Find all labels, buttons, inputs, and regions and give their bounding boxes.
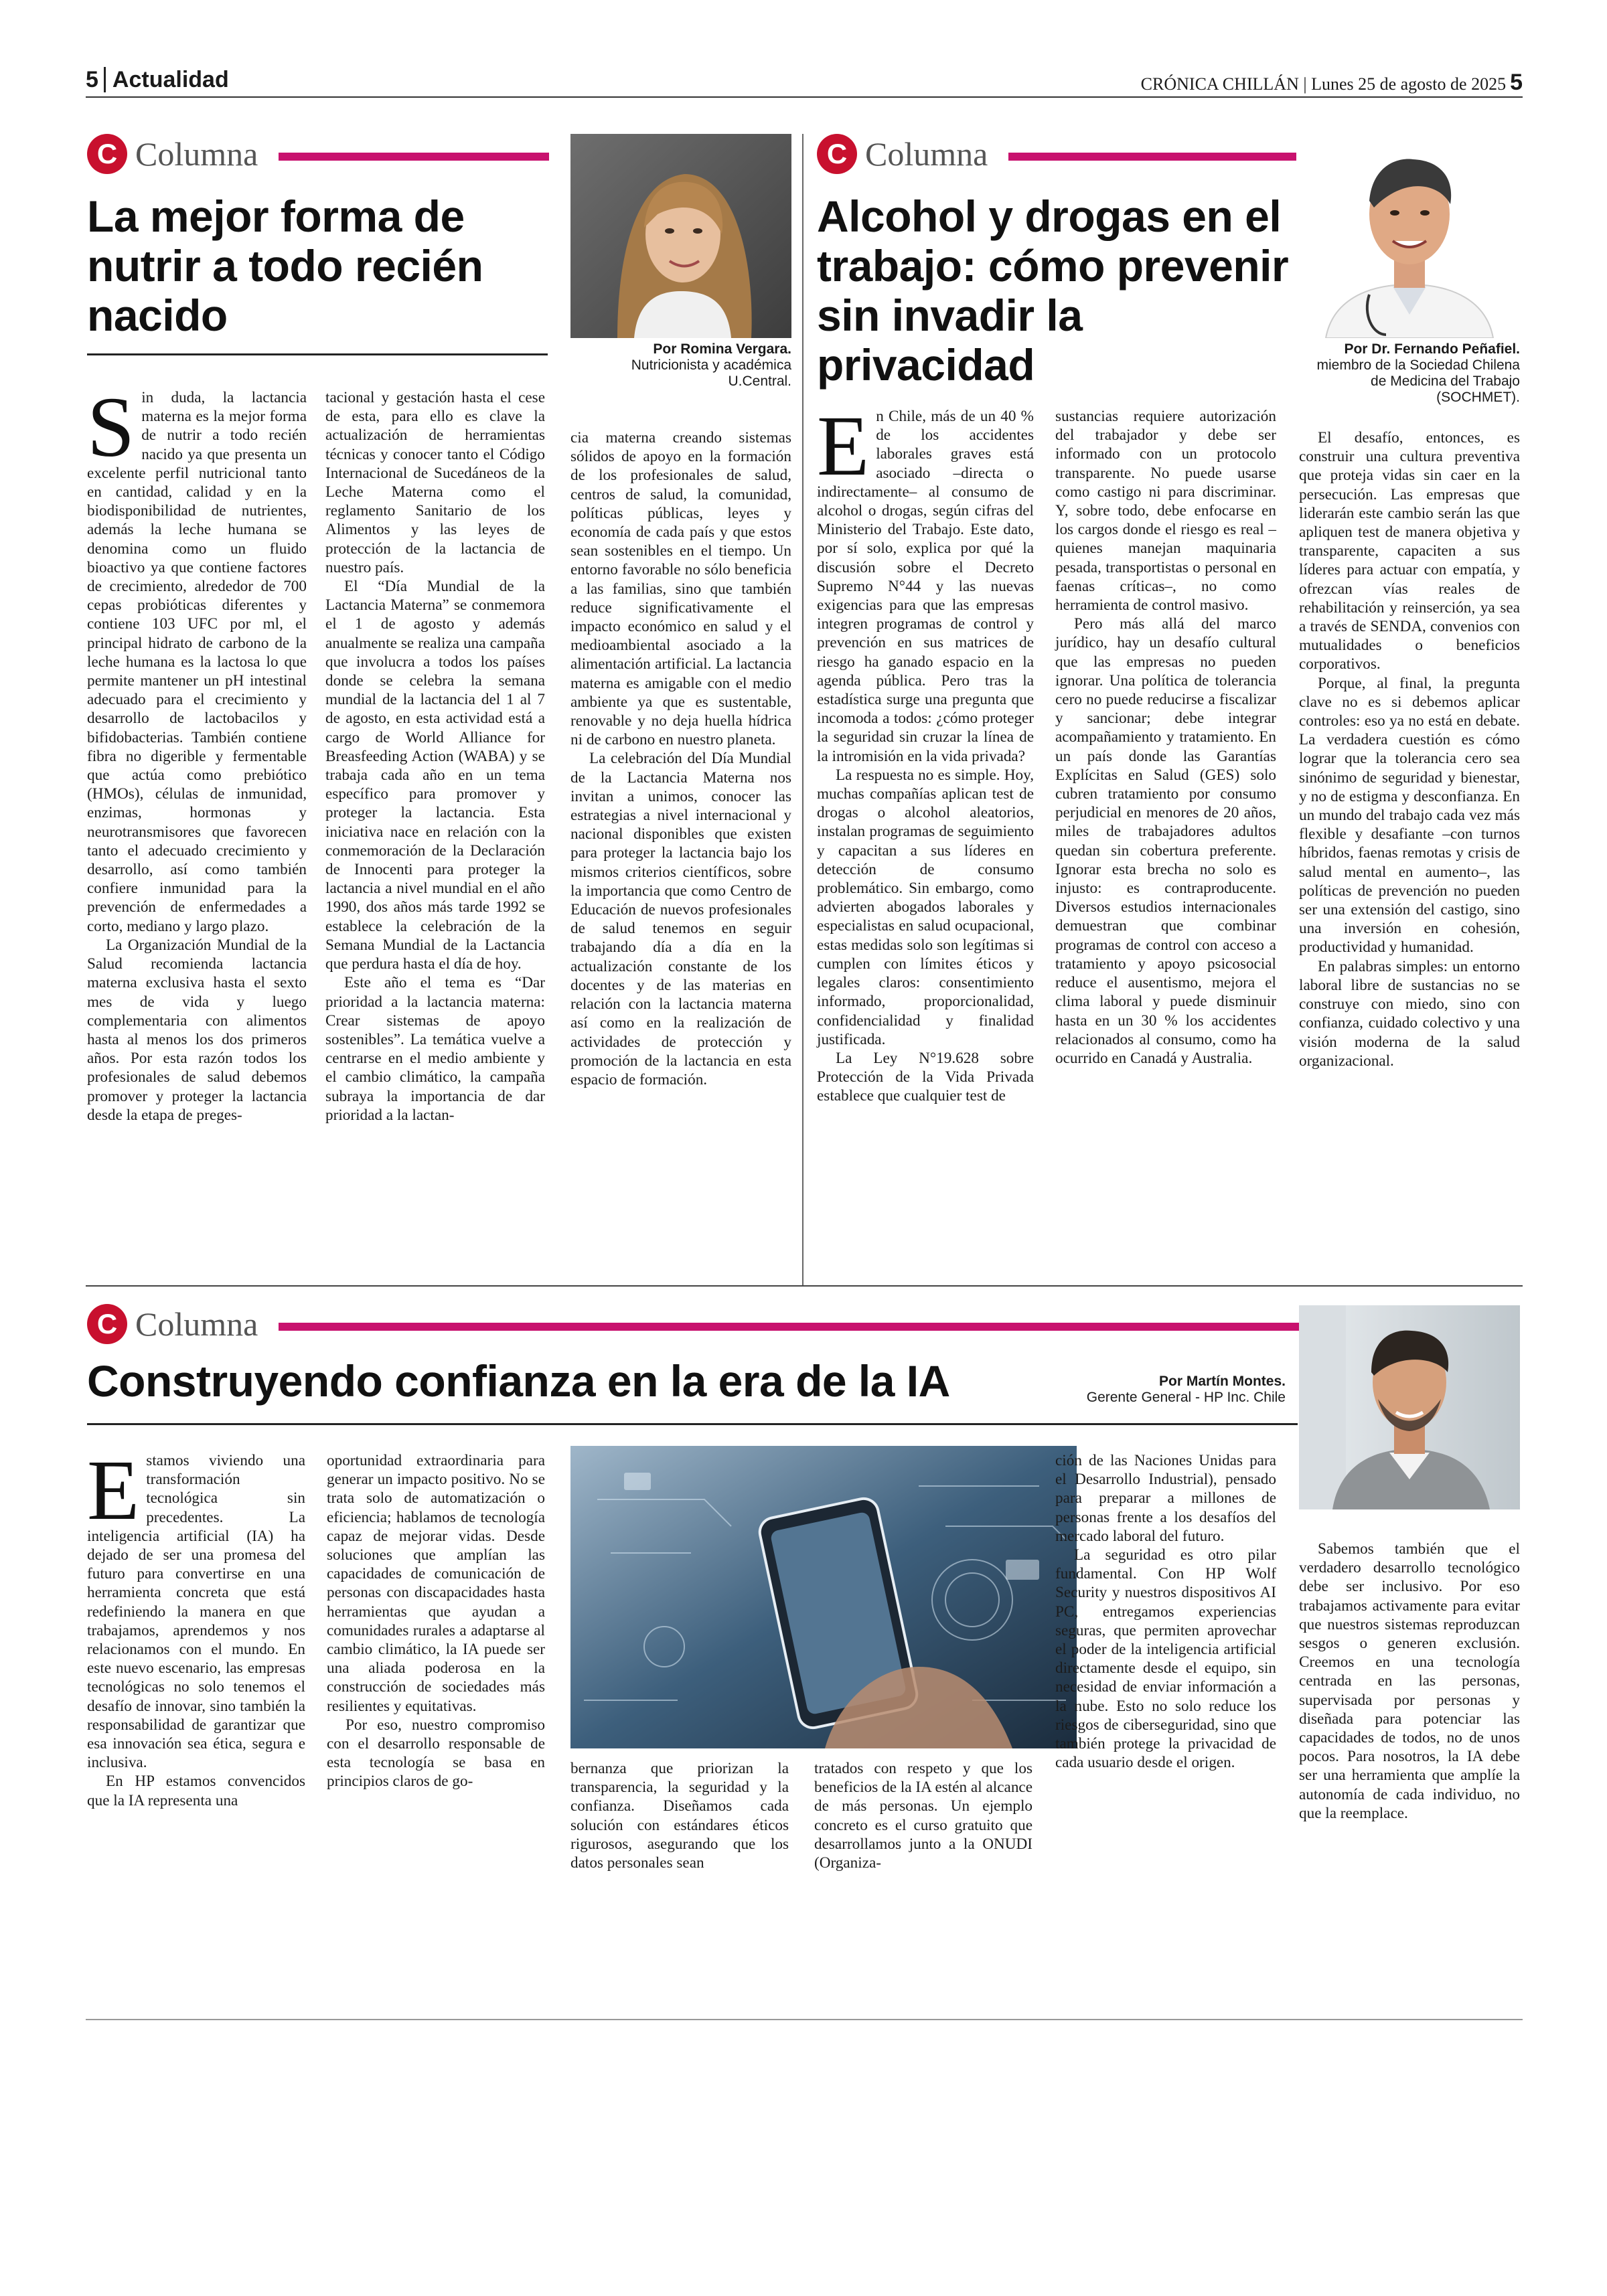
paragraph: Este año el tema es “Dar prioridad a la lactancia materna: Crear sistemas de apoyo sostenibles”. La temática vuelve a centrarse en el medio ambiente y el cambio climático, la campaña subraya la importancia de dar prioridad a la lactan- <box>325 974 545 1124</box>
page-number: 5 <box>86 67 98 92</box>
paragraph: cia materna creando sistemas sólidos de apoyo en la formación de los profesionales de salud, centros de salud, la comunidad, políticas públicas, leyes y economía de cada país y que estos sean sostenibles en el tiempo. Un entorno favorable no sólo beneficia a las familias, sino que también reduce significativamente el impacto económico en salud y el medioambiental asociado a la alimentación artificial. La lactancia materna es amigable con el medio ambiente ya que es sustentable, renovable y no deja huella hídrica ni de carbono en nuestro planeta. <box>570 429 791 749</box>
paragraph: in duda, la lactancia materna es la mejor forma de nutrir a todo recién nacido ya que presenta un excelente perfil nutricional tanto en cantidad, calidad y en la biodisponibilidad de nutrientes, además la leche humana se denomina como un fluido bioactivo ya que contiene factores de crecimiento, alrededor de 700 cepas probióticas diferentes y contiene 103 UFC por ml, el principal hidrato de carbono de la leche humana es la lactosa lo que permite mantener un pH intestinal adecuado para el crecimiento y desarrollo de lactobacilos y bifidobacterias. También contiene fibra no digerible y fermentable que actúa como prebiótico (HMOs), células de inmunidad, enzimas, hormonas y neurotransmisores que favorecen tanto el adecuado crecimiento y desarrollo, así como también confiere inmunidad para la prevención de enfermedades a corto, mediano y largo plazo. <box>87 389 307 935</box>
article3-author-role: Gerente General - HP Inc. Chile <box>1086 1390 1286 1405</box>
paragraph: Porque, al final, la pregunta clave no es si debemos aplicar controles: eso ya no está en debate. La verdadera cuestión es cómo lograr que la tolerancia cero sea sinónimo de seguridad y bienestar, y no de estigma y desconfianza. En un mundo del trabajo cada vez más flexible y desafiante –con turnos híbridos, faenas remotas y crisis de salud mental en aumento–, las políticas de prevención no pueden ser una extensión del castigo, sino una inversión en cohesión, productividad y humanidad. <box>1299 674 1520 957</box>
paragraph: El “Día Mundial de la Lactancia Materna” se conmemora el 1 de agosto y además anualmente se realiza una campaña que involucra a todos los países donde se celebra la semana mundial de la lactancia del 1 al 7 de agosto, en esta actividad está a cargo de World Alliance for Breasfeeding Action (WABA) y se trabaja cada año en un tema específico para promover y proteger la lactancia. Esta iniciativa nace en relación con la conmemoración de la Declaración de Innocenti para proteger la lactancia a nivel mundial en el año 1990, dos años más tarde 1992 se establece la celebración de la Semana Mundial de la Lactancia que perdura hasta el día de hoy. <box>325 578 545 973</box>
section-name: Actualidad <box>104 67 229 92</box>
header-left <box>86 67 229 93</box>
article2-dropcap: E <box>817 398 870 493</box>
newspaper-name: CRÓNICA CHILLÁN <box>1140 74 1299 94</box>
article3-dropcap: E <box>87 1443 140 1538</box>
paragraph: La seguridad es otro pilar fundamental. Con HP Wolf Security y nuestros dispositivos AI PC, entregamos experiencias seguras, que permiten aprovechar el poder de la inteligencia artificial directamente desde el equipo, sin necesidad de enviar información a la nube. Esto no solo reduce los riesgos de ciberseguridad, sino que también protege la privacidad de cada usuario desde el origen. <box>1055 1546 1276 1772</box>
article1-title-rule <box>87 353 548 355</box>
article3-title-rule <box>87 1423 1298 1425</box>
column-badge: C <box>817 134 857 174</box>
paragraph: n Chile, más de un 40 % de los accidentes laborales graves está asociado –directa o indirectamente– al consumo de alcohol o drogas, según cifras del Ministerio del Trabajo. Este dato, por sí solo, explica por qué la discusión sobre el Decreto Supremo N°44 y las nuevas exigencias para que las empresas integren programas de control y prevención en sus matrices de riesgo ha ganado espacio en la agenda pública. Pero tras la estadística surge una pregunta que incomoda a todos: ¿cómo proteger la seguridad sin cruzar la línea de la intromisión en la vida privada? <box>817 408 1034 765</box>
paragraph: tratados con respeto y que los beneficios de la IA estén al alcance de más personas. Un ejemplo concreto es el curso gratuito que desarrollamos junto a la ONUDI (Organiza- <box>814 1760 1032 1872</box>
paragraph: ción de las Naciones Unidas para el Desarrollo Industrial), pensado para preparar a millones de personas frente a los desafíos del mercado laboral del futuro. <box>1055 1452 1276 1545</box>
section-separator <box>86 1285 1523 1287</box>
article1-author: Por Romina Vergara. <box>653 341 791 357</box>
issue-date: Lunes 25 de agosto de 2025 <box>1311 74 1507 94</box>
column-accent-line-2 <box>1008 153 1296 161</box>
footer-rule <box>86 2019 1523 2020</box>
article3-author: Por Martín Montes. <box>1158 1374 1286 1389</box>
article2-byline <box>1299 341 1520 406</box>
paragraph: La celebración del Día Mundial de la Lactancia Materna nos invitan a unimos, conocer las estrategias a nivel internacional y nacional disponibles que existen para proteger la lactancia bajo los mismos criterios científicos, sobre la importancia que como Centro de Educación de nuevos profesionales de salud tenemos en seguir trabajando día a día en la actualización constante de los docentes y de las materias en relación con la lactancia materna así como en la realización de actividades de protección y promoción de la lactancia en esta espacio de formación. <box>570 750 791 1088</box>
paragraph: bernanza que priorizan la transparencia, la seguridad y la confianza. Diseñamos cada solución con estándares éticos rigurosos, asegurando que los datos personales sean <box>570 1760 789 1872</box>
article2-author-photo <box>1299 134 1520 338</box>
article3-col5 <box>1055 1451 1276 1772</box>
paragraph: Por eso, nuestro compromiso con el desarrollo responsable de esta tecnología se basa en principios claros de go- <box>327 1716 545 1791</box>
article3-col2 <box>327 1451 545 1791</box>
paragraph: tacional y gestación hasta el cese de esta, para ello es clave la actualización de herramientas técnicas y conocer tanto el Código Internacional de Sucedáneos de la Leche Materna como el reglamento Sanitario de los Alimentos y las leyes de protección de la lactancia de nuestro país. <box>325 389 545 576</box>
column-badge: C <box>87 1304 127 1344</box>
article3-title: Construyendo confianza en la era de la IA <box>87 1356 950 1406</box>
article1-col3 <box>570 428 791 1089</box>
article3-author-photo <box>1299 1305 1520 1509</box>
article1-col2 <box>325 388 545 1125</box>
paragraph: sustancias requiere autorización del trabajador y debe ser informado con un protocolo transparente. No puede usarse como castigo ni para discriminar. Y, sobre todo, debe enfocarse en los cargos donde el riesgo es real –quienes manejan maquinaria pesada, transportistas o personal en faenas críticas–, no como herramienta de control masivo. <box>1055 408 1276 614</box>
article3-col3 <box>570 1759 789 1872</box>
header-right: CRÓNICA CHILLÁN | Lunes 25 de agosto de 2025 5 <box>1140 70 1523 95</box>
column-label: Columna <box>865 135 988 173</box>
paragraph: En palabras simples: un entorno laboral libre de sustancias no se construye con miedo, sino con confianza, cuidado colectivo y una visión moderna de la salud organizacional. <box>1299 957 1520 1070</box>
paragraph: La Ley N°19.628 sobre Protección de la Vida Privada establece que cualquier test de <box>817 1049 1034 1105</box>
column-label: Columna <box>135 1305 258 1343</box>
article1-author-role: Nutricionista y académica U.Central. <box>631 357 791 389</box>
article2-author-role: miembro de la Sociedad Chilena de Medicina del Trabajo (SOCHMET). <box>1316 357 1520 405</box>
article2-author: Por Dr. Fernando Peñafiel. <box>1344 341 1520 357</box>
column-separator <box>802 134 804 1285</box>
column-badge: C <box>87 134 127 174</box>
paragraph: stamos viviendo una transformación tecnológica sin precedentes. La inteligencia artificial (IA) ha dejado de ser una promesa del futuro para convertirse en una herramienta concreta que está redefiniendo la manera en que trabajamos, aprendemos y nos relacionamos con el mundo. En este nuevo escenario, las empresas tecnológicas no solo tenemos el desafío de innovar, sino también la responsabilidad de garantizar que esa innovación sea ética, segura e inclusiva. <box>87 1452 305 1772</box>
article3-byline <box>1004 1374 1286 1406</box>
paragraph: En HP estamos convencidos que la IA representa una <box>87 1773 305 1809</box>
column-accent-line-1 <box>279 153 549 161</box>
paragraph: La Organización Mundial de la Salud recomienda lactancia materna exclusiva hasta el sexto mes de vida y luego complementaria con alimentos hasta al menos los dos primeros años. Por esta razón todos los profesionales de salud debemos promover y proteger la lactancia desde la etapa de preges- <box>87 936 307 1124</box>
article1-dropcap: S <box>87 380 135 475</box>
column-marker-1 <box>87 134 258 174</box>
paragraph: Sabemos también que el verdadero desarrollo tecnológico debe ser inclusivo. Por eso trabajamos activamente para evitar que nuestros sistemas reproduzcan sesgos o generen exclusión. Creemos en una tecnología centrada en las personas, supervisada por personas y diseñada para potenciar las capacidades de todos, no de unos pocos. Para nosotros, la IA debe ser una herramienta que amplíe la autonomía de cada individuo, no que la reemplace. <box>1299 1540 1520 1822</box>
article1-col1 <box>87 380 307 1125</box>
paragraph: La respuesta no es simple. Hoy, muchas compañías aplican test de drogas o alcohol aleatorios, instalan programas de seguimiento y capacitan a sus líderes en detección de consumo problemático. Sin embargo, como advierten abogados laborales y especialistas en salud ocupacional, estas medidas solo son legítimas si cumplen con límites éticos y legales claros: consentimiento informado, proporcionalidad, confidencialidad y finalidad justificada. <box>817 766 1034 1048</box>
article3-col6 <box>1299 1540 1520 1823</box>
article2-col3 <box>1299 428 1520 1070</box>
column-label: Columna <box>135 135 258 173</box>
article1-author-photo <box>570 134 791 338</box>
column-marker-3 <box>87 1304 258 1344</box>
column-marker-2 <box>817 134 988 174</box>
article2-col1 <box>817 398 1034 1106</box>
paragraph: Pero más allá del marco jurídico, hay un desafío cultural que las empresas no pueden ignorar. Una política de tolerancia cero no puede reducirse a fiscalizar y sancionar; debe integrar acompañamiento y tratamiento. En un país donde las Garantías Explícitas en Salud (GES) solo cubren tratamiento por consumo perjudicial en menores de 20 años, miles de trabajadores adultos quedan sin cobertura preferente. Ignorar esta brecha no solo es injusto: es contraproducente. Diversos estudios internacionales demuestran que combinar programas de control con acceso a tratamiento y apoyo psicosocial reduce el ausentismo, mejora el clima laboral y puede disminuir hasta en un 30 % los accidentes relacionados al consumo, como ha ocurrido en Canadá y Australia. <box>1055 615 1276 1067</box>
article2-title: Alcohol y drogas en el trabajo: cómo prevenir sin invadir la privacidad <box>817 191 1289 390</box>
paragraph: El desafío, entonces, es construir una cultura preventiva que proteja vidas sin caer en la persecución. Las empresas que liderarán este cambio serán las que apliquen test de manera objetiva y transparente, capaciten a sus líderes para actuar con empatía, y ofrezcan vías reales de rehabilitación y reinserción, ya sea a través de SENDA, convenios con mutualidades o beneficios corporativos. <box>1299 429 1520 673</box>
ai-illustration <box>570 1446 1077 1748</box>
column-accent-line-3 <box>279 1323 1300 1331</box>
article2-col2 <box>1055 407 1276 1068</box>
article3-col1 <box>87 1443 305 1810</box>
article3-col4 <box>814 1759 1032 1872</box>
article1-byline <box>570 341 791 390</box>
paragraph: oportunidad extraordinaria para generar un impacto positivo. No se trata solo de automatización o eficiencia; hablamos de tecnología capaz de mejorar vidas. Desde soluciones que amplían las capacidades de comunicación de personas con discapacidades hasta herramientas que ayudan a comunidades rurales a adaptarse al cambio climático, la IA puede ser una aliada poderosa en la construcción de sociedades más resilientes y equitativas. <box>327 1452 545 1715</box>
article1-title: La mejor forma de nutrir a todo recién nacido <box>87 191 483 340</box>
page-number-right: 5 <box>1510 70 1523 95</box>
